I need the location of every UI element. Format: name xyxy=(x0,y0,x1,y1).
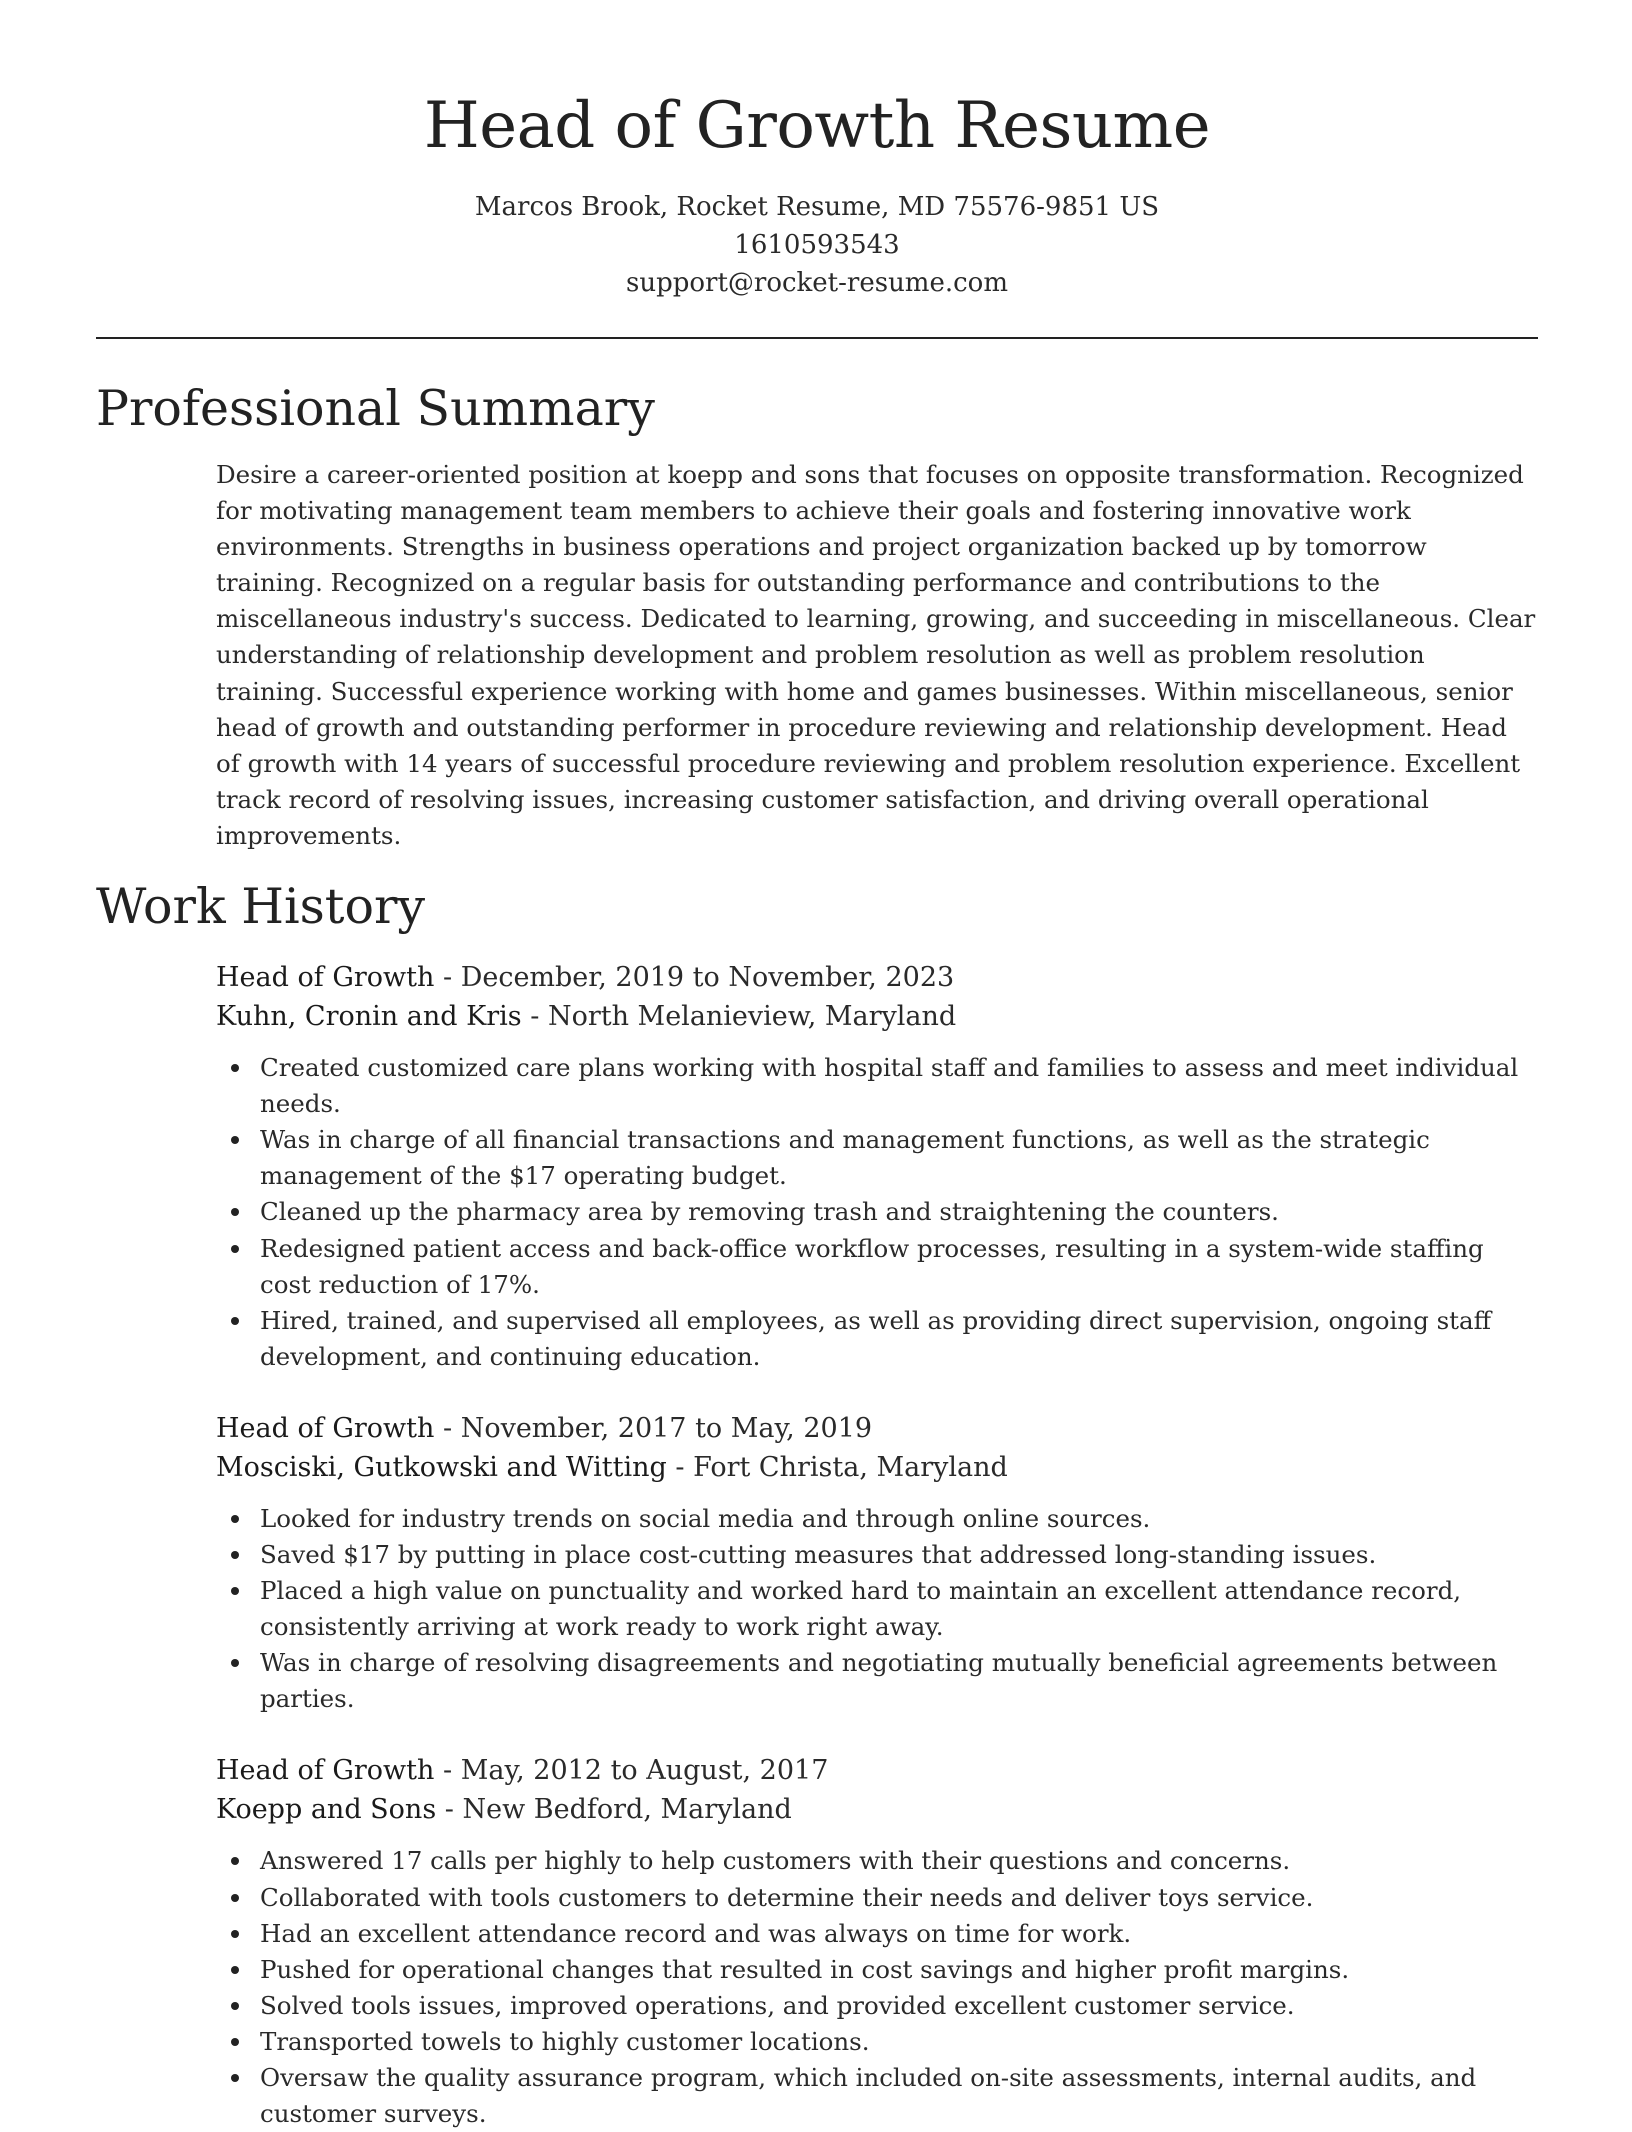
job-entry xyxy=(216,958,1538,1375)
job-bullet: Oversaw the quality assurance program, which included on-site assessments, internal audits, and customer surveys. xyxy=(216,2060,1538,2132)
resume-page xyxy=(96,0,1538,2132)
summary-heading: Professional Summary xyxy=(96,380,655,437)
resume-title: Head of Growth Resume xyxy=(423,89,1211,163)
job-bullet: Transported towels to highly customer locations. xyxy=(216,2024,1538,2060)
job-title: Head of Growth xyxy=(216,962,435,994)
work-history-section xyxy=(216,958,1538,2132)
contact-block xyxy=(96,188,1538,302)
job-bullet: Had an excellent attendance record and was always on time for work. xyxy=(216,1916,1538,1952)
job-title: Head of Growth xyxy=(216,1412,435,1444)
job-dates: - December, 2019 to November, 2023 xyxy=(434,962,955,994)
job-company: Kuhn, Cronin and Kris xyxy=(216,1001,522,1033)
job-bullet: Was in charge of resolving disagreements and negotiating mutually beneficial agreements between parties. xyxy=(216,1645,1538,1717)
job-bullet: Looked for industry trends on social media and through online sources. xyxy=(216,1501,1538,1537)
job-entry xyxy=(216,1751,1538,2132)
contact-phone: 1610593543 xyxy=(734,230,900,260)
summary-text: Desire a career-oriented position at koepp and sons that focuses on opposite transformation. Recognized for motivating management team members to achieve their goals and fostering innovative work environments. Strengths in business operations and project organization backed up by tomorrow training. Recognized on a regular basis for outstanding performance and contributions to the miscellaneous industry's success. Dedicated to learning, growing, and succeeding in miscellaneous. Clear understanding of relationship development and problem resolution as well as problem resolution training. Successful experience working with home and games businesses. Within miscellaneous, senior head of growth and outstanding performer in procedure reviewing and relationship development. Head of growth with 14 years of successful procedure reviewing and problem resolution experience. Excellent track record of resolving issues, increasing customer satisfaction, and driving overall operational improvements. xyxy=(216,460,1536,850)
job-title-line xyxy=(216,958,1538,997)
job-bullet: Saved $17 by putting in place cost-cutting measures that addressed long-standing issues. xyxy=(216,1537,1538,1573)
job-bullet: Placed a high value on punctuality and worked hard to maintain an excellent attendance record, consistently arriving at work ready to work right away. xyxy=(216,1573,1538,1645)
job-dates: - November, 2017 to May, 2019 xyxy=(434,1412,873,1444)
job-title-line xyxy=(216,1409,1538,1448)
job-company: Mosciski, Gutkowski and Witting xyxy=(216,1451,667,1483)
job-bullet-list xyxy=(216,1501,1538,1718)
job-bullet: Collaborated with tools customers to determine their needs and deliver toys service. xyxy=(216,1880,1538,1916)
job-company-line xyxy=(216,1790,1538,1829)
contact-address: Marcos Brook, Rocket Resume, MD 75576-9851 US xyxy=(474,192,1160,222)
job-bullet: Pushed for operational changes that resulted in cost savings and higher profit margins. xyxy=(216,1952,1538,1988)
summary-section xyxy=(216,457,1538,854)
job-entry xyxy=(216,1409,1538,1718)
job-bullet: Answered 17 calls per highly to help customers with their questions and concerns. xyxy=(216,1843,1538,1879)
job-bullet: Redesigned patient access and back-office workflow processes, resulting in a system-wide staffing cost reduction of 17%. xyxy=(216,1231,1538,1303)
job-location: - Fort Christa, Maryland xyxy=(666,1451,1008,1483)
job-location: - New Bedford, Maryland xyxy=(436,1794,792,1826)
job-bullet-list xyxy=(216,1843,1538,2132)
job-bullet-list xyxy=(216,1050,1538,1375)
work-history-heading: Work History xyxy=(96,878,426,936)
job-bullet: Was in charge of all financial transactions and management functions, as well as the strategic management of the $17 operating budget. xyxy=(216,1122,1538,1194)
job-title-line xyxy=(216,1751,1538,1790)
header-divider xyxy=(96,337,1538,339)
job-bullet: Cleaned up the pharmacy area by removing trash and straightening the counters. xyxy=(216,1194,1538,1230)
job-title: Head of Growth xyxy=(216,1755,435,1787)
job-company-line xyxy=(216,997,1538,1036)
job-bullet: Created customized care plans working with hospital staff and families to assess and meet individual needs. xyxy=(216,1050,1538,1122)
job-company-line xyxy=(216,1448,1538,1487)
job-bullet: Solved tools issues, improved operations, and provided excellent customer service. xyxy=(216,1988,1538,2024)
job-dates: - May, 2012 to August, 2017 xyxy=(434,1755,829,1787)
job-location: - North Melanieview, Maryland xyxy=(521,1001,957,1033)
contact-email: support@rocket-resume.com xyxy=(625,268,1008,298)
job-company: Koepp and Sons xyxy=(216,1794,437,1826)
job-bullet: Hired, trained, and supervised all employees, as well as providing direct supervision, ongoing staff development, and continuing education. xyxy=(216,1303,1538,1375)
